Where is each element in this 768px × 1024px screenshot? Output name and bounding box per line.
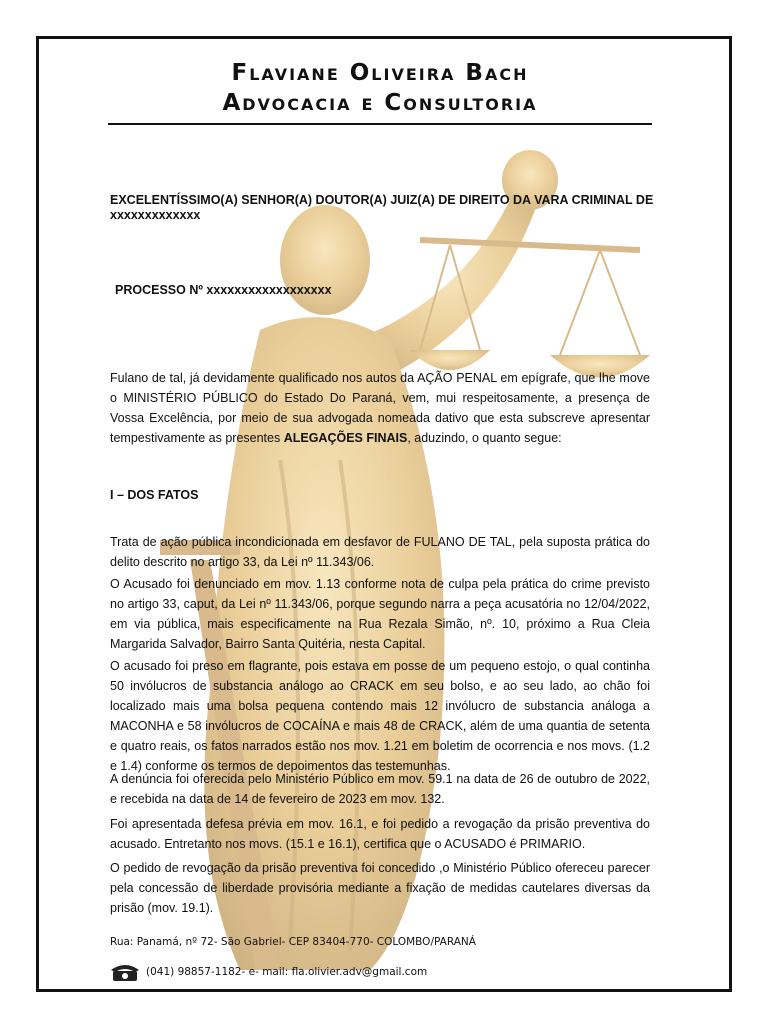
intro-tail: , aduzindo, o quanto segue: — [407, 431, 562, 445]
letterhead-name: Flaviane Oliveira Bach — [231, 60, 529, 86]
paragraph-6: O pedido de revogação da prisão preventiva foi concedido ,o Ministério Público ofereceu parecer pela concessão de liberdade provisória mediante a fixação de medidas cautelares diversas da prisão (mov. 19.1). — [110, 861, 650, 915]
intro-paragraph — [110, 368, 650, 448]
footer-contact-text: (041) 98857-1182- e- mail: fla.olivier.adv@gmail.com — [146, 966, 428, 978]
paragraph-5: Foi apresentada defesa prévia em mov. 16.1, e foi pedido a revogação da prisão preventiva do acusado. Entretanto nos movs. (15.1 e 16.1), certifica que o ACUSADO é PRIMARIO. — [110, 817, 650, 851]
intro-bold: ALEGAÇÕES FINAIS — [283, 431, 408, 445]
process-number: PROCESSO Nº xxxxxxxxxxxxxxxxxx — [115, 283, 332, 297]
letterhead-subtitle: Advocacia e Consultoria — [222, 90, 538, 116]
intro-text: Fulano de tal, já devidamente qualificado nos autos da AÇÃO PENAL em epígrafe, que lhe move o MINISTÉRIO PÚBLICO do Estado Do Paraná, vem, mui respeitosamente, a presença de Vossa Excelência, por meio de sua advogada nomeada dativo que esta subscreve apresentar tempestivamente as presentes — [110, 371, 650, 445]
addressee: EXCELENTÍSSIMO(A) SENHOR(A) DOUTOR(A) JUIZ(A) DE DIREITO DA VARA CRIMINAL DE xxxxxxxxxxxxx — [110, 193, 654, 222]
telephone-icon — [110, 962, 140, 982]
paragraph-3: O acusado foi preso em flagrante, pois estava em posse de um pequeno estojo, o qual continha 50 invólucros de substancia análogo ao CRACK em seu bolso, e ao seu lado, ao chão foi localizado mais uma bolsa pequena contendo mais 12 invólucro de substancia análoga a MACONHA e 58 invólucros de COCAÍNA e mais 48 de CRACK, além de uma quantia de setenta e quatro reais, os fatos narrados estão nos mov. 1.21 em boletim de ocorrencia e nos movs. (1.2 e 1.4) conforme os termos de depoimentos das testemunhas. — [110, 659, 650, 773]
footer-address: Rua: Panamá, nº 72- São Gabriel- CEP 83404-770- COLOMBO/PARANÁ — [110, 936, 476, 948]
paragraph-1: Trata de ação pública incondicionada em desfavor de FULANO DE TAL, pela suposta prática do delito descrito no artigo 33, da Lei nº 11.343/06. — [110, 535, 650, 569]
footer-contact — [110, 962, 427, 982]
section-title: I – DOS FATOS — [110, 488, 199, 502]
paragraph-4: A denúncia foi oferecida pelo Ministério Público em mov. 59.1 na data de 26 de outubro de 2022, e recebida na data de 14 de fevereiro de 2023 em mov. 132. — [110, 772, 650, 806]
letterhead-rule — [108, 123, 652, 125]
paragraph-2: O Acusado foi denunciado em mov. 1.13 conforme nota de culpa pela prática do crime previsto no artigo 33, caput, da Lei nº 11.343/06, porque segundo narra a peça acusatória no 12/04/2022, em via pública, mais especificamente na Rua Rezala Simão, nº. 10, próximo a Rua Cleia Margarida Salvador, Bairro Santa Quitéria, nesta Capital. — [110, 577, 650, 651]
letterhead — [108, 58, 652, 125]
